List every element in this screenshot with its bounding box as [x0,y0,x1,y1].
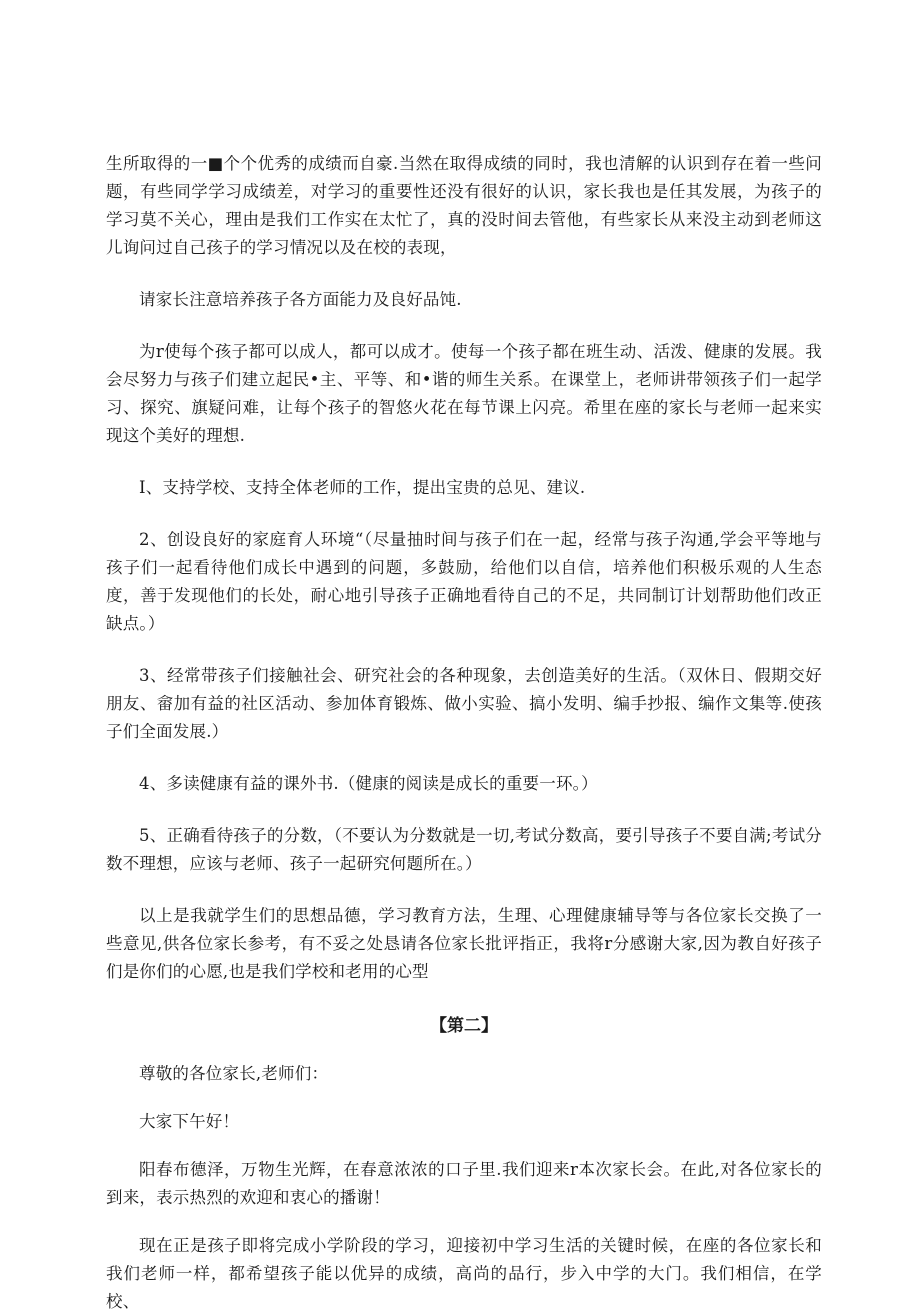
list-item-2: 2、创设良好的家庭育人环境“（尽量抽时间与孩子们在一起，经常与孩子沟通,学会平等地与孩子们一起看待他们成长中遇到的问题，多鼓励，给他们以自信，培养他们积极乐观的人生态度，善于发现他们的长处，耐心地引导孩子正确地看待自己的不足，共同制订计划帮助他们改正缺点。） [106,530,822,633]
list-item-4: 4、多读健康有益的课外书.（健康的阅读是成长的重要一环。） [139,774,598,793]
section-heading: 【第二】 [430,1016,498,1036]
paragraph-parent-request: 请家长注意培养孩子各方面能力及良好品饨. [139,290,462,309]
paragraph-intro: 生所取得的一■个个优秀的成绩而自豪.当然在取得成绩的同时，我也清解的认识到存在着一些问题，有些同学学习成绩差，对学习的重要性还没有很好的认识，家长我也是任其发展，为孩子的学习莫不关心，理由是我们工作实在太忙了，真的没时间去管他，有些家长从来没主动到老师这儿询问过自己孩子的学习情况以及在校的表现， [106,154,822,257]
paragraph-goal: 为r使每个孩子都可以成人，都可以成才。使每一个孩子都在班生动、活泼、健康的发展。我会尽努力与孩子们建立起民•主、平等、和•谐的师生关系。在课堂上，老师讲带领孩子们一起学习、探究、旗疑问难，让每个孩子的智悠火花在每节课上闪亮。希里在座的家长与老师一起来实现这个美好的理想. [106,342,822,445]
greeting: 大家下午好！ [139,1112,240,1131]
list-item-1: I、支持学校、支持全体老师的工作，提出宝贵的总见、建议. [139,478,586,497]
paragraph-current: 现在正是孩子即将完成小学阶段的学习，迎接初中学习生活的关键时候，在座的各位家长和我们老师一样，都希望孩子能以优异的成绩，高尚的品行，步入中学的大门。我们相信，在学校、 [106,1236,822,1311]
list-item-5: 5、正确看待孩子的分数，（不要认为分数就是一切,考试分数高，要引导孩子不要自满;考试分数不理想，应该与老师、孩子一起研究何题所在。） [106,826,822,873]
list-item-3: 3、经常带孩子们接触社会、研究社会的各种现象，去创造美好的生活。（双休日、假期交好朋友、畲加有益的社区活动、参加体育锻炼、做小实验、搞小发明、编手抄报、编作文集等.使孩子们全面发展.） [106,666,822,741]
paragraph-welcome: 阳春布德泽，万物生光辉，在春意浓浓的口子里.我们迎来r本次家长会。在此,对各位家长的到来，表示热烈的欢迎和衷心的播谢！ [106,1160,822,1207]
salutation: 尊敬的各位家长,老师们： [139,1064,329,1083]
document-page [106,150,822,1316]
paragraph-summary: 以上是我就学生们的思想品德，学习教育方法，生理、心理健康辅导等与各位家长交换了一些意见,供各位家长参考，有不妥之处恳请各位家长批评指正，我将r分感谢大家,因为教自好孩子们是你们的心愿,也是我们学校和老用的心型 [106,906,822,981]
